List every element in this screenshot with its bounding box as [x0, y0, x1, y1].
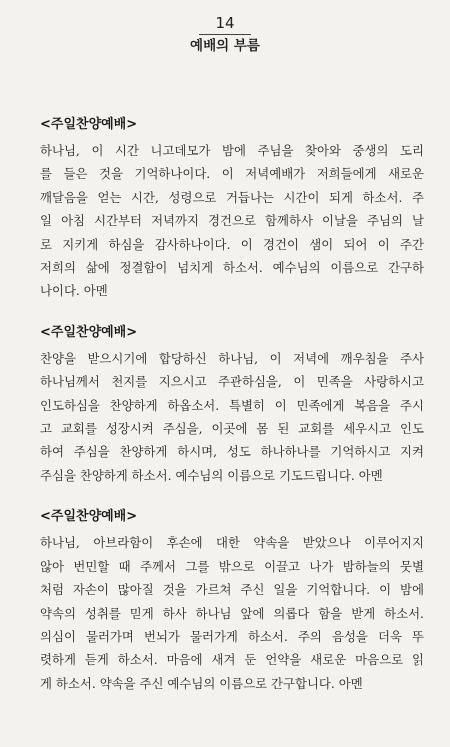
text-line: 일 아침 시간부터 저녁까지 경건으로 함께하사 이날을 주님의 날 — [40, 213, 424, 229]
text-line: 찬양을 받으시기에 합당하신 하나님, 이 저녁에 깨우침을 주사 — [40, 350, 424, 366]
text-line: 하여 주심을 찬양하게 하시며, 성도 하나하나를 기억하시고 지켜 — [40, 444, 424, 460]
prayer-section — [40, 507, 424, 695]
text-line: 로 지키게 하심을 감사하나이다. 이 경건이 샘이 되어 이 주간 — [40, 236, 424, 252]
text-line: 고 교회를 성장시켜 주심을, 이곳에 몸 된 교회를 세우시고 인도 — [40, 421, 424, 437]
prayer-text — [40, 531, 424, 695]
page-content — [40, 115, 424, 715]
header-rule — [199, 34, 251, 35]
section-heading: <주일찬양예배> — [40, 117, 138, 132]
text-line: 게 하소서. 약속을 주신 예수님의 이름으로 간구합니다. 아멘 — [40, 675, 363, 691]
running-title: 예배의 부름 — [190, 38, 260, 54]
text-line: 의심이 물러가며 번뇌가 물러가게 하소서. 주의 음성을 더욱 뚜 — [40, 628, 424, 644]
prayer-section — [40, 115, 424, 303]
page-number: 14 — [215, 14, 235, 32]
text-line: 하나님, 아브라함이 후손에 대한 약속을 받았으나 이루어지지 — [40, 535, 424, 551]
text-line: 처럼 자손이 많아질 것을 가르쳐 주신 일을 기억합니다. 이 밤에 — [40, 582, 424, 598]
section-heading: <주일찬양예배> — [40, 324, 138, 340]
text-line: 하나님, 이 시간 니고데모가 밤에 주님을 찾아와 중생의 도리 — [40, 143, 424, 158]
section-heading: <주일찬양예배> — [40, 509, 138, 525]
text-line: 저희의 삶에 정결함이 넘치게 하소서. 예수님의 이름으로 간구하 — [40, 260, 424, 276]
text-line: 나이다. 아멘 — [40, 283, 108, 299]
text-line: 를 들은 것을 기억하나이다. 이 저녁예배가 저희들에게 새로운 — [40, 166, 424, 182]
text-line: 약속의 성취를 믿게 하사 하나님 앞에 의롭다 함을 받게 하소서. — [40, 605, 424, 621]
text-line: 깨달음을 얻는 시간, 성령으로 거듭나는 시간이 되게 하소서. 주 — [40, 189, 424, 205]
prayer-text — [40, 139, 424, 303]
text-line: 하나님께서 천지를 지으시고 주관하심을, 이 민족을 사랑하시고 — [40, 374, 424, 390]
text-line: 인도하심을 찬양하게 하옵소서. 특별히 이 민족에게 복음을 주시 — [40, 397, 424, 413]
text-line: 않아 번민할 때 주께서 그를 밖으로 이끌고 나가 밤하늘의 뭇별 — [40, 558, 424, 574]
page-header — [0, 14, 450, 55]
prayer-section — [40, 323, 424, 487]
prayer-text — [40, 347, 424, 487]
text-line: 주심을 찬양하게 하소서. 예수님의 이름으로 기도드립니다. 아멘 — [40, 467, 383, 483]
text-line: 렷하게 듣게 하소서. 마음에 새겨 둔 언약을 새로운 마음으로 읽 — [40, 652, 424, 668]
